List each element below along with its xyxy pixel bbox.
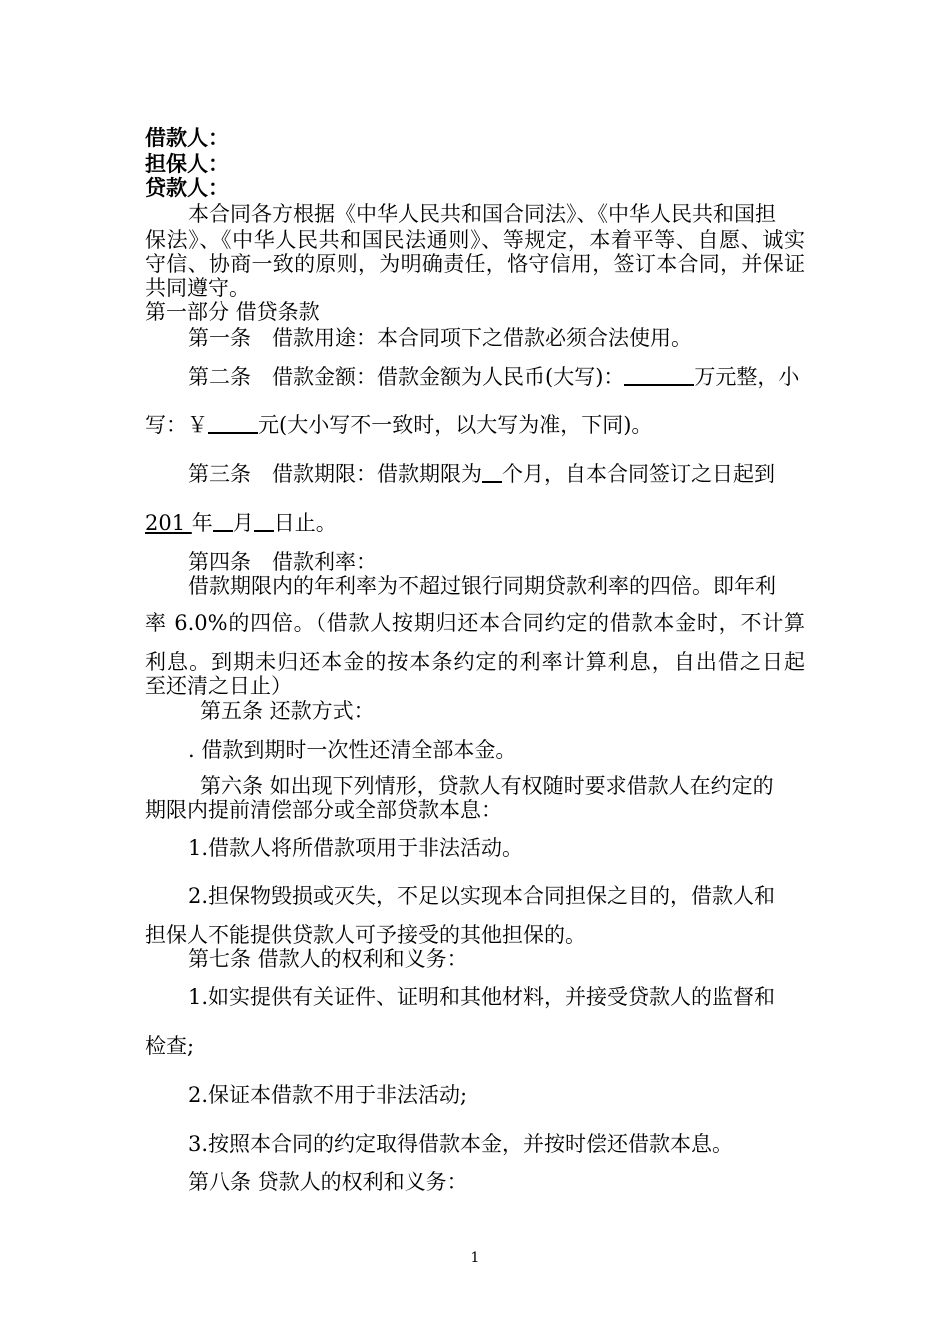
article-1: 第一条 借款用途：本合同项下之借款必须合法使用。	[188, 326, 692, 350]
year-suffix: 年	[191, 511, 213, 535]
borrower-label: 借款人：	[145, 125, 229, 150]
part1-title: 第一部分 借贷条款	[145, 300, 320, 324]
amount-lowercase-blank	[208, 414, 258, 434]
lender-label: 贷款人：	[145, 175, 229, 200]
article-2-line1	[188, 364, 799, 390]
article-6-line: 第六条 如出现下列情形，贷款人有权随时要求借款人在约定的	[200, 774, 774, 798]
article-4-title: 第四条 借款利率：	[188, 550, 377, 574]
article-6-item-2-line: 2.担保物毁损或灭失，不足以实现本合同担保之目的，借款人和	[188, 884, 776, 908]
article-3-line1	[188, 461, 775, 487]
article-2-line2	[145, 412, 652, 438]
article-7-item-3: 3.按照本合同的约定取得借款本金，并按时偿还借款本息。	[188, 1132, 734, 1156]
preamble-line: 保法》、《中华人民共和国民法通则》、等规定，本着平等、自愿、诚实	[145, 228, 805, 252]
guarantor-label: 担保人：	[145, 151, 229, 176]
article-2-text: 第二条 借款金额：借款金额为人民币(大写)：	[188, 365, 625, 389]
article-4-line: 借款期限内的年利率为不超过银行同期贷款利率的四倍。即年利	[188, 574, 776, 598]
article-5-title: 第五条 还款方式：	[200, 699, 375, 723]
month-blank	[213, 512, 233, 532]
article-3-text: 个月，自本合同签订之日起到	[502, 462, 775, 486]
months-blank	[482, 463, 502, 483]
preamble-line: 本合同各方根据《中华人民共和国合同法》、《中华人民共和国担	[188, 202, 776, 226]
article-7-item-1-line: 1.如实提供有关证件、证明和其他材料，并接受贷款人的监督和	[188, 985, 776, 1009]
article-2-text: 元(大小写不一致时，以大写为准，下同)。	[258, 413, 653, 437]
day-suffix: 日止。	[273, 511, 337, 535]
article-2-text: 万元整，小	[694, 365, 800, 389]
article-4-line: 至还清之日止）	[145, 674, 292, 698]
article-3-text: 第三条 借款期限：借款期限为	[188, 462, 482, 486]
article-7-title: 第七条 借款人的权利和义务：	[188, 947, 468, 971]
article-3-line2	[145, 510, 337, 536]
article-4-line: 率 6.0%的四倍。（借款人按期归还本合同约定的借款本金时，不计算	[145, 611, 805, 635]
month-suffix: 月	[232, 511, 254, 535]
article-8-title: 第八条 贷款人的权利和义务：	[188, 1170, 468, 1194]
article-2-text: 写：￥	[145, 413, 208, 437]
article-4-line: 利息。到期未归还本金的按本条约定的利率计算利息，自出借之日起	[145, 650, 805, 674]
article-6-item-1: 1.借款人将所借款项用于非法活动。	[188, 836, 524, 860]
article-6-line: 期限内提前清偿部分或全部贷款本息：	[145, 798, 502, 822]
amount-uppercase-blank	[624, 366, 694, 386]
article-6-item-2-line: 担保人不能提供贷款人可予接受的其他担保的。	[145, 923, 586, 947]
article-5-item: . 借款到期时一次性还清全部本金。	[188, 738, 517, 762]
page-number: 1	[470, 1250, 480, 1266]
article-7-item-2: 2.保证本借款不用于非法活动;	[188, 1083, 468, 1107]
preamble-line: 共同遵守。	[145, 276, 250, 300]
day-blank	[254, 512, 274, 532]
article-7-item-1-line: 检查;	[145, 1034, 195, 1058]
preamble-line: 守信、协商一致的原则，为明确责任，恪守信用，签订本合同，并保证	[145, 252, 805, 276]
year-value: 201	[145, 511, 192, 535]
